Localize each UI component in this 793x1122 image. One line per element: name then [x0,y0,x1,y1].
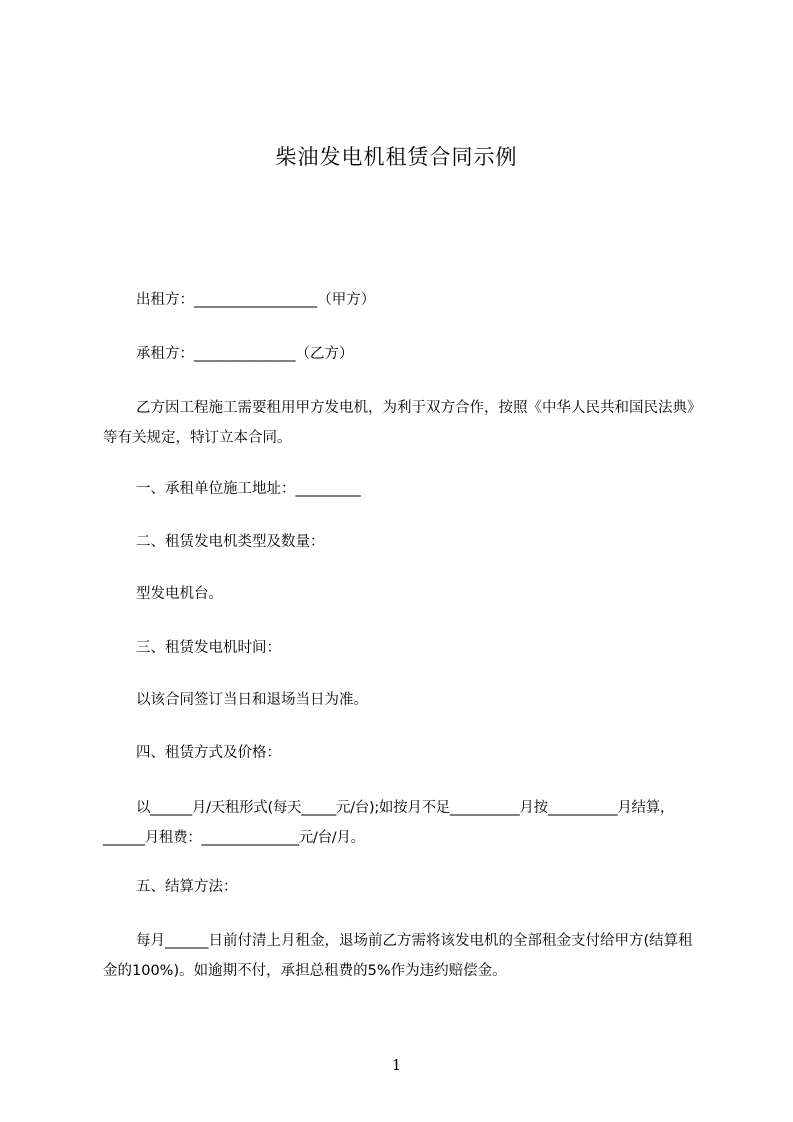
page-number: 1 [391,1056,402,1074]
section-2-heading: 二、租赁发电机类型及数量： [136,534,325,550]
section-1-address: 一、承租单位施工地址：_________ [136,481,361,497]
section-5-heading: 五、结算方法： [136,879,238,895]
document-title: 柴油发电机租赁合同示例 [275,145,518,169]
section-2-body: 型发电机台。 [136,586,223,602]
section-3-heading: 三、租赁发电机时间： [136,640,281,656]
section-5-body: 每月______日前付清上月租金，退场前乙方需将该发电机的全部租金支付给甲方(结算租金的100%)。如逾期不付，承担总租费的5%作为违约赔偿金。 [103,933,693,979]
intro-paragraph: 乙方因工程施工需要租用甲方发电机，为利于双方合作，按照《中华人民共和国民法典》等有关规定，特订立本合同。 [103,400,702,446]
lessee-line: 承租方：______________（乙方） [136,346,354,362]
lessor-line: 出租方：_________________（甲方） [136,292,376,308]
section-3-body: 以该合同签订当日和退场当日为准。 [136,692,368,708]
section-4-heading: 四、租赁方式及价格： [136,745,281,761]
section-4-body: 以______月/天租形式(每天_____元/台);如按月不足__________月按__________月结算，______月租费：______________元/台/月。 [103,800,675,846]
